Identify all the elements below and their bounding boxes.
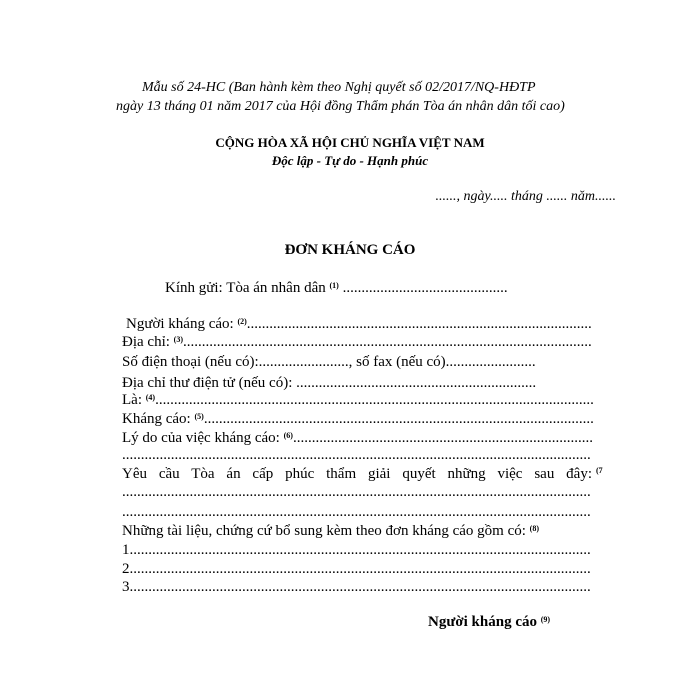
signature-note: (9) [540, 615, 551, 624]
field-dots: ............................................................................................................................. [122, 447, 591, 463]
field-label: Là: [122, 392, 142, 408]
field-dots: ................................................................................ [292, 430, 593, 446]
request-note: (7 [596, 466, 603, 475]
field-label: Địa chỉ thư điện tử (nếu có): ................................................................ [122, 375, 537, 391]
recipient-note: (1) [329, 281, 339, 290]
field-note: (4) [145, 393, 156, 402]
field-note: (3) [173, 335, 183, 344]
field-dots: ..................................................................................................................... [155, 392, 594, 408]
attachment-item: 2........................................................................................................................... [122, 561, 591, 577]
field-row [122, 333, 592, 351]
date-line: ......, ngày..... tháng ...... năm...... [435, 189, 616, 204]
field-dots: ............................................................................................................. [182, 334, 592, 350]
field-dots: ........................................................................................................ [203, 411, 594, 427]
field-row [122, 410, 594, 428]
request-label: Yêu cầu Tòa án cấp phúc thẩm giải quyết những việc sau đây: [122, 466, 592, 482]
attachments-label: Những tài liệu, chứng cứ bổ sung kèm theo đơn kháng cáo gồm có: $^{(8)}$ [122, 523, 539, 539]
signature-label: Người kháng cáo $^{(9)}$ [428, 614, 551, 630]
field-note: (5) [194, 412, 204, 421]
field-row [122, 374, 536, 392]
field-row [126, 315, 592, 333]
form-reference-line-2: ngày 13 tháng 01 năm 2017 của Hội đồng Thẩm phán Tòa án nhân dân tối cao) [116, 99, 565, 114]
attachment-item: 1........................................................................................................................... [122, 542, 591, 558]
form-reference-line-1: Mẫu số 24-HC (Ban hành kèm theo Nghị quyết số 02/2017/NQ-HĐTP [142, 80, 536, 95]
field-label: Lý do của việc kháng cáo: [122, 430, 280, 446]
field-label: Địa chỉ: [122, 334, 170, 350]
recipient-dots: ............................................ [338, 280, 508, 296]
field-label: Người kháng cáo: [126, 316, 234, 332]
field-note: (2) [237, 317, 247, 326]
attachments-note: (8) [529, 524, 539, 533]
field-row [122, 429, 593, 447]
request-line-2: ............................................................................................................................. [122, 504, 591, 520]
recipient-label: Kính gửi: Tòa án nhân dân [165, 280, 326, 296]
field-row [122, 391, 594, 409]
document-title: ĐƠN KHÁNG CÁO [284, 242, 416, 258]
motto: Độc lập - Tự do - Hạnh phúc [271, 153, 429, 168]
request-line-1: ............................................................................................................................. [122, 484, 591, 500]
attachment-item: 3........................................................................................................................... [122, 579, 591, 595]
field-dots: ............................................................................................ [246, 316, 592, 332]
recipient-line [165, 279, 508, 297]
field-row [122, 446, 591, 464]
field-note: (6) [283, 431, 293, 440]
nation-heading: CỘNG HÒA XÃ HỘI CHỦ NGHĨA VIỆT NAM [215, 135, 485, 150]
field-label: Số điện thoại (nếu có):........................, số fax (nếu có)........................ [122, 354, 536, 370]
field-row [122, 353, 536, 371]
field-label: Kháng cáo: [122, 411, 191, 427]
